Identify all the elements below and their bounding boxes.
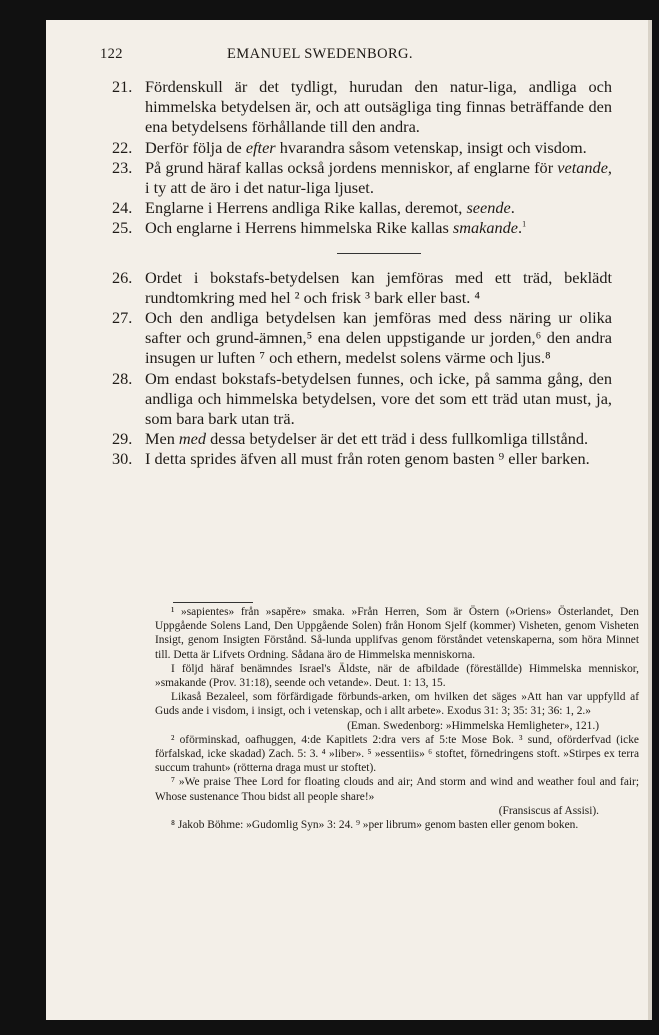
footnote-2-6: ² oförminskad, oafhuggen, 4:de Kapitlets 2:dra vers af 5:te Mose Bok. ³ sund, oförderfvad (icke förfalskad, icke skadad) Zach. 5: 3. ⁴ »liber». ⁵ »essentiis» ⁶ stoftet, förnedringens stoft. »Stirpes ex terra succum trahunt» (rötterna draga must ur stoftet). (155, 733, 639, 775)
verse-number: 25. (112, 218, 133, 238)
verse-27 (112, 308, 612, 369)
verse-text: Om endast bokstafs-betydelsen funnes, och icke, på samma gång, den andliga och himmelska betydelsen, vore det som ett träd utan must, ja, som bara bark utan trä. (145, 368, 612, 429)
main-text (112, 77, 612, 470)
footnote-1-source: (Eman. Swedenborg: »Himmelska Hemligheter», 121.) (347, 719, 599, 732)
page-number: 122 (100, 46, 123, 62)
emphasis: med (178, 429, 207, 449)
section-divider (337, 253, 421, 254)
footnote-ref: 1 (522, 220, 527, 229)
emphasis: vetande (557, 157, 608, 177)
verse-28 (112, 369, 612, 430)
verse-23 (112, 158, 612, 198)
verse-text: . (510, 198, 515, 218)
verse-26 (112, 268, 612, 308)
verse-number: 22. (112, 137, 133, 157)
verse-text: Englarne i Herrens andliga Rike kallas, deremot, (145, 198, 467, 218)
running-title: EMANUEL SWEDENBORG. (227, 46, 413, 62)
footnote-7: ⁷ »We praise Thee Lord for floating clouds and air; And storm and wind and weather foul and fair; Whose sustenance Thou bidst all people share!» (155, 776, 639, 803)
verse-number: 23. (112, 157, 133, 177)
verse-text: Men (145, 429, 179, 449)
verse-number: 24. (112, 198, 133, 218)
verse-24 (112, 198, 612, 218)
footnote-1-cont: Likaså Bezaleel, som förfärdigade förbunds-arken, om hvilken det säges »Att han var uppfylld af Guds ande i visdom, i insigt, och i vetenskap, och i allt arbete». Exodus 31: 3; 35: 31; 36: 1, 2.» (155, 691, 639, 718)
verse-25 (112, 218, 612, 238)
verse-text: Ordet i bokstafs-betydelsen kan jemföras med ett träd, beklädt rundtomkring med hel ² och frisk ³ bark eller bast. ⁴ (145, 267, 612, 307)
verse-text: , i ty att de äro i det natur-liga ljuset. (145, 157, 612, 198)
footnote-8-9: ⁸ Jakob Böhme: »Gudomlig Syn» 3: 24. ⁹ »per librum» genom basten eller genom boken. (171, 819, 579, 832)
verse-21 (112, 77, 612, 138)
verse-text: dessa betydelser är det ett träd i dess fullkomliga tillstånd. (206, 429, 589, 449)
footnote-1-cont: I följd häraf benämndes Israel's Äldste, när de afbildade (föreställde) Himmelska menniskor, »smakande (Prov. 31:18), seende och vetande». Deut. 1: 13, 15. (155, 662, 639, 690)
emphasis: efter (245, 137, 276, 157)
verse-number: 30. (112, 449, 133, 469)
verse-text: På grund häraf kallas också jordens menniskor, af englarne för (145, 157, 558, 177)
verse-text: hvarandra såsom vetenskap, insigt och visdom. (275, 137, 587, 157)
footnote-rule (173, 602, 253, 603)
verse-22 (112, 138, 612, 158)
verse-30 (112, 449, 612, 469)
verse-text: Och englarne i Herrens himmelska Rike kallas (145, 218, 453, 238)
verse-text: Derför följa de (145, 137, 246, 157)
footnote-1: ¹ »sapientes» från »sapěre» smaka. »Från Herren, Som är Östern (»Oriens» Österlandet, Den Uppgående Solens Land, Den Uppgående Solen) från Honom Sjelf (kommer) Visheten, genom Visheten Insigt, genom Insigten Förstånd. Så-lunda upplifvas genom förståndet vetenskaperna, som höra Minnet till. Detta är Lifvets Ordning. Sådana äro de Himmelska menniskorna. (155, 606, 639, 661)
verse-number: 26. (112, 267, 133, 287)
verse-text: Fördenskull är det tydligt, hurudan den natur-liga, andliga och himmelska betydelsen är, och att outsägliga ting finnas beträffande den ena betydelsens förhållande till den andra. (145, 77, 612, 137)
verse-number: 21. (112, 77, 133, 96)
verse-text: Och den andliga betydelsen kan jemföras med dess näring ur olika safter och grund-ämnen,⁵ ena delen uppstigande ur jorden,⁶ den andra insugen ur luften ⁷ och ethern, medelst solens värme och ljus.⁸ (145, 308, 612, 368)
footnote-7-source: (Fransiscus af Assisi). (498, 804, 599, 817)
emphasis: seende (466, 198, 511, 218)
emphasis: smakande (452, 218, 518, 238)
footnotes (155, 590, 639, 832)
verse-number: 28. (112, 368, 133, 388)
verse-29 (112, 429, 612, 449)
verse-number: 27. (112, 308, 133, 328)
verse-number: 29. (112, 429, 133, 449)
verse-text: . (518, 218, 523, 238)
page-edge (648, 20, 652, 1020)
verse-text: I detta sprides äfven all must från roten genom basten ⁹ eller barken. (145, 449, 590, 469)
